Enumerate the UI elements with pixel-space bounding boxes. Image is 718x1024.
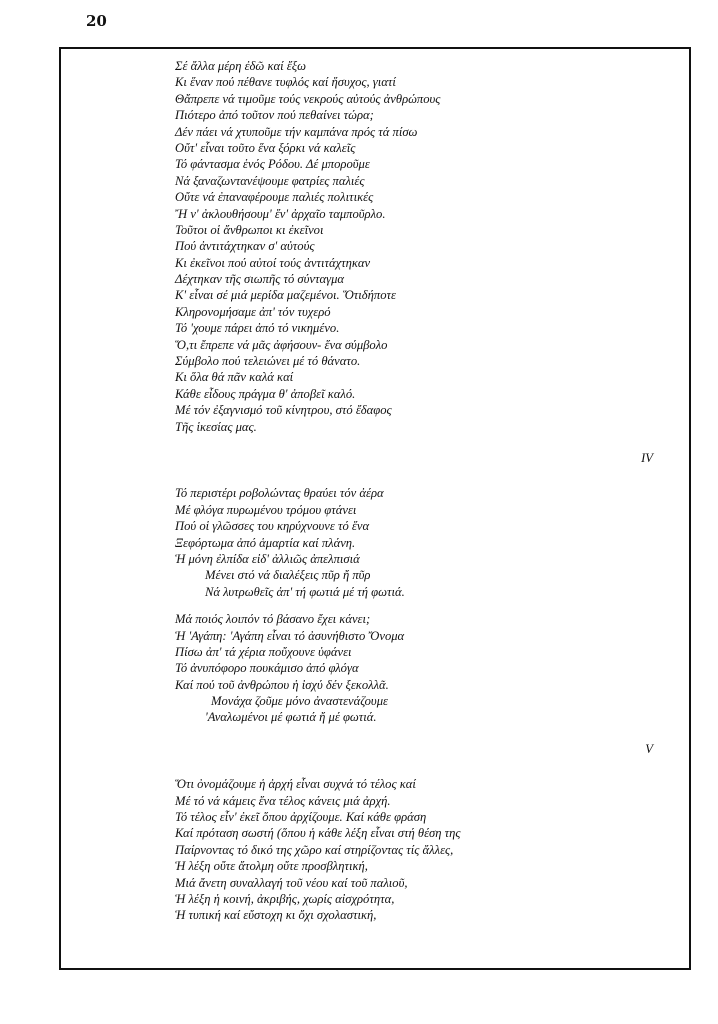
poem-line: Πίσω ἀπ' τά χέρια ποὔχουνε ὑφάνει: [175, 644, 352, 659]
poem-line: Μέ φλόγα πυρωμένου τρόμου φτάνει: [175, 502, 357, 517]
poem-line-indented: Μένει στό νά διαλέξεις πῦρ ἤ πῦρ: [205, 568, 371, 583]
poem-line: Ἤ ν' ἀκλουθήσουμ' ἕν' ἀρχαῖο ταμποῦρλο.: [175, 206, 386, 221]
poem-line: Ἡ τυπική καί εὔστοχη κι ὄχι σχολαστική,: [175, 908, 377, 923]
stanza-1: [175, 58, 675, 435]
poem-line-indented: Μονάχα ζοῦμε μόνο ἀναστενάζουμε: [211, 694, 388, 709]
stanza-gap: [175, 600, 675, 611]
poem-line: Θἄπρεπε νά τιμοῦμε τούς νεκρούς αὐτούς ἀνθρώπους: [175, 91, 441, 106]
section-numeral-iv: IV: [641, 450, 653, 465]
poem-line: Δέν πάει νά χτυποῦμε τήν καμπάνα πρός τά πίσω: [175, 124, 418, 139]
poem-line: Τό 'χουμε πάρει ἀπό τό νικημένο.: [175, 321, 340, 336]
poem-line: Νά ξαναζωντανέψουμε φατρίες παλιές: [175, 173, 365, 188]
poem-line: Ἡ λέξη ἡ κοινή, ἀκριβής, χωρίς αἰσχρότητα,: [175, 891, 395, 906]
stanza-4: [175, 776, 675, 924]
poem-line: Πού ἀντιτάχτηκαν σ' αὐτούς: [175, 239, 315, 254]
poem-line: Οὔτ' εἶναι τοῦτο ἕνα ξόρκι νά καλεῖς: [175, 140, 356, 155]
poem-line: Μά ποιός λοιπόν τό βάσανο ἔχει κάνει;: [175, 612, 371, 627]
poem-line: Καί πρόταση σωστή (ὅπου ἡ κάθε λέξη εἶναι στή θέση της: [175, 826, 461, 841]
poem-line: Κ' εἶναι σέ μιά μερίδα μαζεμένοι. Ὅτιδήποτε: [175, 288, 396, 303]
poem-line: Καί πού τοῦ ἀνθρώπου ἡ ἰσχύ δέν ξεκολλᾶ.: [175, 677, 389, 692]
poem-line: Ξεφόρτωμα ἀπό ἁμαρτία καί πλάνη.: [175, 535, 356, 550]
poem-line: Πιότερο ἀπό τοῦτον πού πεθαίνει τώρα;: [175, 108, 374, 123]
stanza-3: [175, 611, 675, 726]
poem-line: Κι ἕναν πού πέθανε τυφλός καί ἥσυχος, γιατί: [175, 75, 396, 90]
poem-line: Ὅ,τι ἔπρεπε νά μᾶς ἀφήσουν- ἕνα σύμβολο: [175, 337, 388, 352]
poem-line: Σέ ἄλλα μέρη ἐδῶ καί ἔξω: [175, 59, 307, 73]
poem-line: Μέ τό νά κάμεις ἕνα τέλος κάνεις μιά ἀρχή.: [175, 793, 391, 808]
poem-line: Τό ἀνυπόφορο πουκάμισο ἀπό φλόγα: [175, 661, 359, 676]
poem-line: Τοῦτοι οἱ ἄνθρωποι κι ἐκεῖνοι: [175, 222, 324, 237]
poem-line: Δέχτηκαν τῆς σιωπῆς τό σύνταγμα: [175, 272, 345, 287]
poem-line: Τῆς ἱκεσίας μας.: [175, 419, 257, 434]
page-number: 20: [86, 12, 107, 30]
poem-line: Κληρονομήσαμε ἀπ' τόν τυχερό: [175, 304, 331, 319]
poem-line: Κι ἐκεῖνοι πού αὐτοί τούς ἀντιτάχτηκαν: [175, 255, 371, 270]
poem-line: Τό περιστέρι ροβολώντας θραύει τόν ἀέρα: [175, 486, 384, 501]
poem-line: Κι ὅλα θά πᾶν καλά καί: [175, 370, 294, 385]
poem-line: Σύμβολο πού τελειώνει μέ τό θάνατο.: [175, 354, 361, 369]
poem-text: [175, 58, 675, 924]
poem-line-indented: Νά λυτρωθεῖς ἀπ' τή φωτιά μέ τή φωτιά.: [205, 584, 405, 599]
poem-line: Ἡ 'Αγάπη: 'Αγάπη εἶναι τό ἀσυνήθιστο Ὄνομα: [175, 628, 405, 643]
poem-line: Μέ τόν ἐξαγνισμό τοῦ κίνητρου, στό ἔδαφος: [175, 403, 392, 418]
section-numeral-v: V: [645, 741, 653, 756]
poem-line: Κάθε εἶδους πράγμα θ' ἀποβεῖ καλό.: [175, 386, 356, 401]
poem-line: Ἡ μόνη ἐλπίδα εἰδ' ἀλλιῶς ἀπελπισιά: [175, 551, 360, 566]
poem-line: Ὅτι ὀνομάζουμε ἡ ἀρχή εἶναι συχνά τό τέλος καί: [175, 777, 416, 792]
poem-line: Οὔτε νά ἐπαναφέρουμε παλιές πολιτικές: [175, 190, 374, 205]
poem-line-indented: 'Αναλωμένοι μέ φωτιά ἤ μέ φωτιά.: [205, 710, 377, 725]
poem-line: Παίρνοντας τό δικό της χῶρο καί στηρίζοντας τίς ἄλλες,: [175, 842, 454, 857]
poem-line: Ἡ λέξη οὔτε ἄτολμη οὔτε προσβλητική,: [175, 859, 368, 874]
poem-line: Τό φάντασμα ἑνός Ρόδου. Δέ μποροῦμε: [175, 157, 370, 172]
stanza-2: [175, 485, 675, 600]
poem-line: Τό τέλος εἶν' ἐκεῖ ὅπου ἀρχίζουμε. Καί κάθε φράση: [175, 810, 427, 825]
poem-line: Μιά ἄνετη συναλλαγή τοῦ νέου καί τοῦ παλιοῦ,: [175, 875, 408, 890]
poem-line: Πού οἱ γλῶσσες του κηρύχνουνε τό ἕνα: [175, 519, 370, 534]
